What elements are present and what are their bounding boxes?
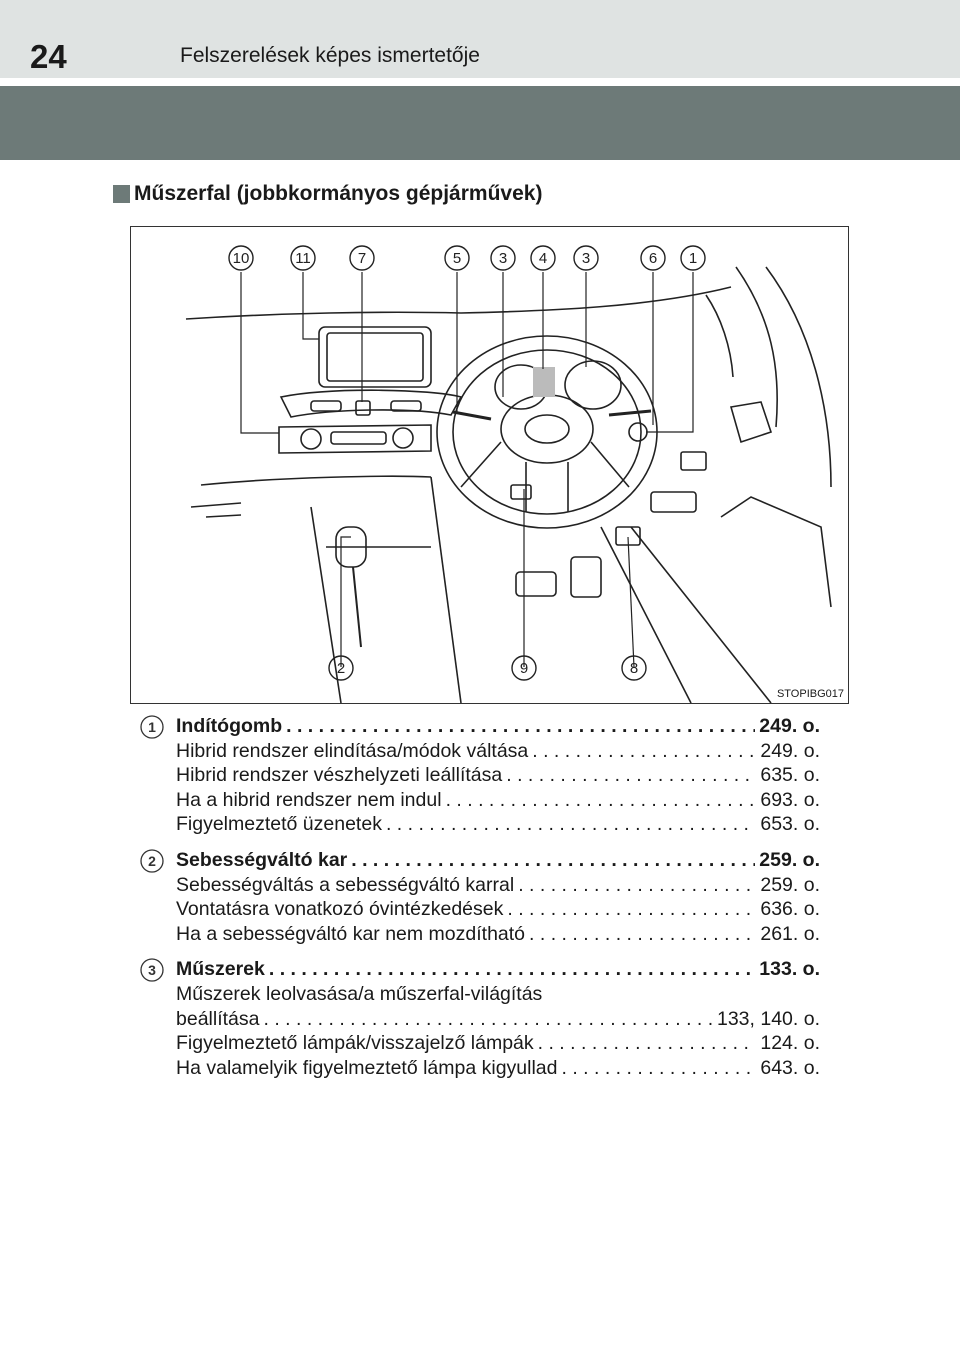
sub-row[interactable]: Hibrid rendszer vészhelyzeti leállítása . . . 635. o. bbox=[140, 763, 820, 788]
page-number: 24 bbox=[30, 38, 67, 75]
page-ref: 249. o. bbox=[759, 715, 820, 737]
svg-text:1: 1 bbox=[148, 719, 156, 735]
sub-row[interactable]: Hibrid rendszer elindítása/módok váltása . . . 249. o. bbox=[140, 739, 820, 764]
section-square-icon bbox=[113, 185, 130, 203]
sub-row[interactable]: Figyelmeztető lámpák/visszajelző lámpák . . . 124. o. bbox=[140, 1031, 820, 1056]
sub-row[interactable]: beállítása . . . 133, 140. o. bbox=[140, 1007, 820, 1032]
dashboard-illustration bbox=[130, 226, 849, 704]
sub-row[interactable]: Figyelmeztető üzenetek . . . 653. o. bbox=[140, 812, 820, 837]
sub-row[interactable]: Ha valamelyik figyelmeztető lámpa kigyullad . . . 643. o. bbox=[140, 1056, 820, 1081]
header-bar bbox=[0, 0, 960, 78]
callout-10: 10 bbox=[232, 250, 250, 267]
entry-title: Műszerek bbox=[176, 958, 265, 981]
number-3-icon bbox=[140, 958, 164, 982]
callout-2: 2 bbox=[336, 660, 346, 677]
entry-title: Indítógomb bbox=[176, 715, 283, 737]
callout-6: 6 bbox=[648, 250, 658, 267]
entry-1 bbox=[140, 714, 820, 837]
leader-dots bbox=[351, 848, 755, 873]
running-head: Felszerelések képes ismertetője bbox=[180, 44, 480, 67]
callout-3a: 3 bbox=[498, 250, 508, 267]
entry-3 bbox=[140, 957, 820, 1080]
entry-title-row[interactable] bbox=[140, 848, 820, 873]
sub-row[interactable]: Sebességváltás a sebességváltó karral . . . 259. o. bbox=[140, 873, 820, 898]
sub-row[interactable]: Vontatásra vonatkozó óvintézkedések . . . 636. o. bbox=[140, 897, 820, 922]
figure-id: STOPIBG017 bbox=[776, 688, 844, 700]
svg-text:2: 2 bbox=[148, 852, 156, 869]
callout-11: 11 bbox=[295, 250, 311, 267]
page-ref: 259. o. bbox=[759, 848, 820, 871]
section-title: Műszerfal (jobbkormányos gépjárművek) bbox=[134, 182, 543, 205]
header-band bbox=[0, 86, 960, 160]
entry-list bbox=[140, 714, 820, 1091]
sub-row-text: Műszerek leolvasása/a műszerfal-világítás bbox=[176, 982, 543, 1005]
svg-text:3: 3 bbox=[148, 962, 156, 979]
callout-3b: 3 bbox=[581, 250, 591, 267]
leader-dots bbox=[286, 714, 755, 739]
callout-8: 8 bbox=[629, 660, 639, 677]
entry-title: Sebességváltó kar bbox=[176, 848, 348, 871]
dashboard-drawing bbox=[131, 227, 848, 703]
sub-row[interactable]: Ha a hibrid rendszer nem indul . . . 693. o. bbox=[140, 788, 820, 813]
section-heading bbox=[113, 180, 542, 208]
leader-dots bbox=[269, 957, 755, 982]
sub-row[interactable]: Ha a sebességváltó kar nem mozdítható . . . 261. o. bbox=[140, 922, 820, 947]
entry-title-row[interactable] bbox=[140, 714, 820, 739]
number-1-icon bbox=[140, 715, 164, 739]
callout-9: 9 bbox=[519, 660, 529, 677]
callout-1: 1 bbox=[688, 250, 698, 267]
callout-5: 5 bbox=[452, 250, 462, 267]
callout-4: 4 bbox=[538, 250, 548, 267]
number-2-icon bbox=[140, 849, 164, 873]
page-ref: 133. o. bbox=[759, 958, 820, 981]
entry-title-row[interactable] bbox=[140, 957, 820, 982]
callout-7: 7 bbox=[357, 250, 367, 267]
entry-2 bbox=[140, 848, 820, 946]
